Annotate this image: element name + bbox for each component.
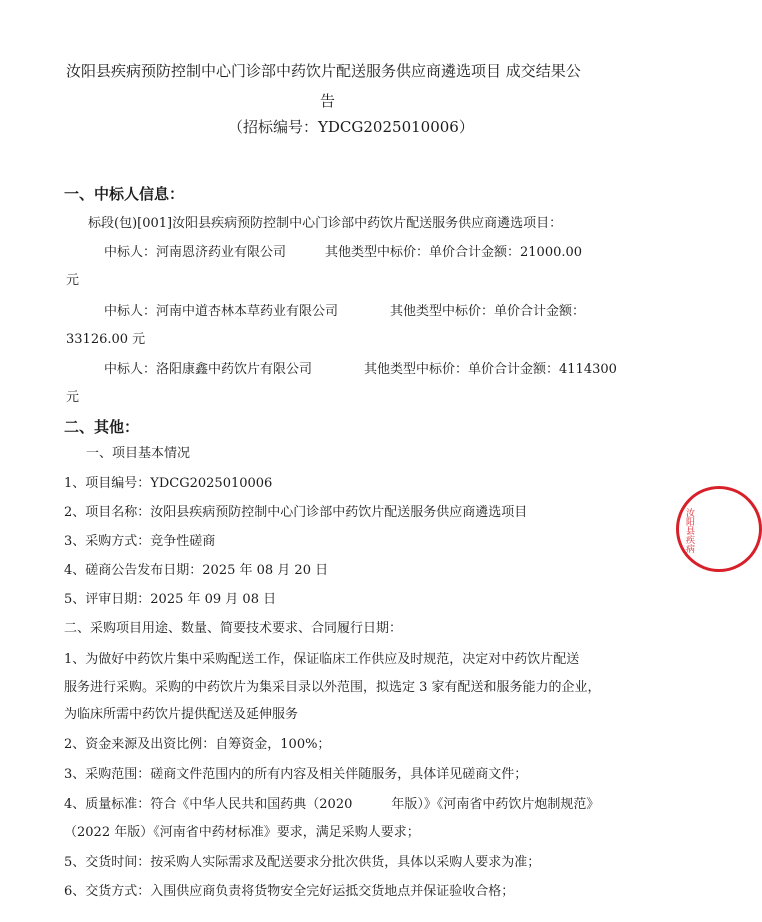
- section1-heading: 一、中标人信息：: [64, 185, 185, 203]
- req4-line-2: （2022 年版）《河南省中药材标准》要求，满足采购人要求；: [64, 825, 420, 840]
- title-line-1: 汝阳县疾病预防控制中心门诊部中药饮片配送服务供应商遴选项目 成交结果公: [66, 62, 581, 80]
- winner-2-line: 中标人：河南中道杏林本草药业有限公司 其他类型中标价：单价合计金额：: [104, 304, 586, 319]
- item-announcement-date: 4、磋商公告发布日期：2025 年 08 月 20 日: [64, 563, 329, 578]
- req4-line-1: 4、质量标准：符合《中华人民共和国药典（2020 年版）》《河南省中药饮片炮制规范》: [64, 797, 600, 812]
- item-project-name: 2、项目名称：汝阳县疾病预防控制中心门诊部中药饮片配送服务供应商遴选项目: [64, 505, 528, 520]
- winner-1-line: 中标人：河南恩济药业有限公司 其他类型中标价：单价合计金额：21000.00: [104, 245, 583, 260]
- item-project-number: 1、项目编号：YDCG2025010006: [64, 476, 273, 491]
- bid-number: （招标编号：YDCG2025010006）: [228, 118, 474, 136]
- req1-line-1: 1、为做好中药饮片集中采购配送工作，保证临床工作供应及时规范，决定对中药饮片配送: [64, 652, 580, 667]
- item-review-date: 5、评审日期：2025 年 09 月 08 日: [64, 592, 277, 607]
- req6-delivery-method: 6、交货方式：入围供应商负责将货物安全完好运抵交货地点并保证验收合格；: [64, 884, 515, 899]
- item-procurement-method: 3、采购方式：竞争性磋商: [64, 534, 216, 549]
- subheading-requirements: 二、采购项目用途、数量、简要技术要求、合同履行日期：: [64, 621, 403, 636]
- req5-delivery-time: 5、交货时间：按采购人实际需求及配送要求分批次供货，具体以采购人要求为准；: [64, 855, 541, 870]
- title-line-2: 告: [320, 92, 336, 110]
- req3-scope: 3、采购范围：磋商文件范围内的所有内容及相关伴随服务，具体详见磋商文件；: [64, 767, 528, 782]
- req1-line-3: 为临床所需中药饮片提供配送及延伸服务: [64, 707, 299, 722]
- package-line: 标段(包)[001]汝阳县疾病预防控制中心门诊部中药饮片配送服务供应商遴选项目：: [88, 216, 563, 231]
- subheading-basic-info: 一、项目基本情况: [86, 446, 191, 461]
- seal-text: 汝阳县疾病: [684, 508, 694, 553]
- winner-2-cont: 33126.00 元: [66, 332, 146, 347]
- winner-3-cont: 元: [66, 390, 80, 405]
- req1-line-2: 服务进行采购。采购的中药饮片为集采目录以外范围，拟选定 3 家有配送和服务能力的企业，: [64, 680, 601, 695]
- req2-funding: 2、资金来源及出资比例：自筹资金，100%；: [64, 737, 331, 752]
- winner-1-cont: 元: [66, 273, 80, 288]
- section2-heading: 二、其他：: [64, 418, 140, 436]
- winner-3-line: 中标人：洛阳康鑫中药饮片有限公司 其他类型中标价：单价合计金额：4114300: [104, 362, 617, 377]
